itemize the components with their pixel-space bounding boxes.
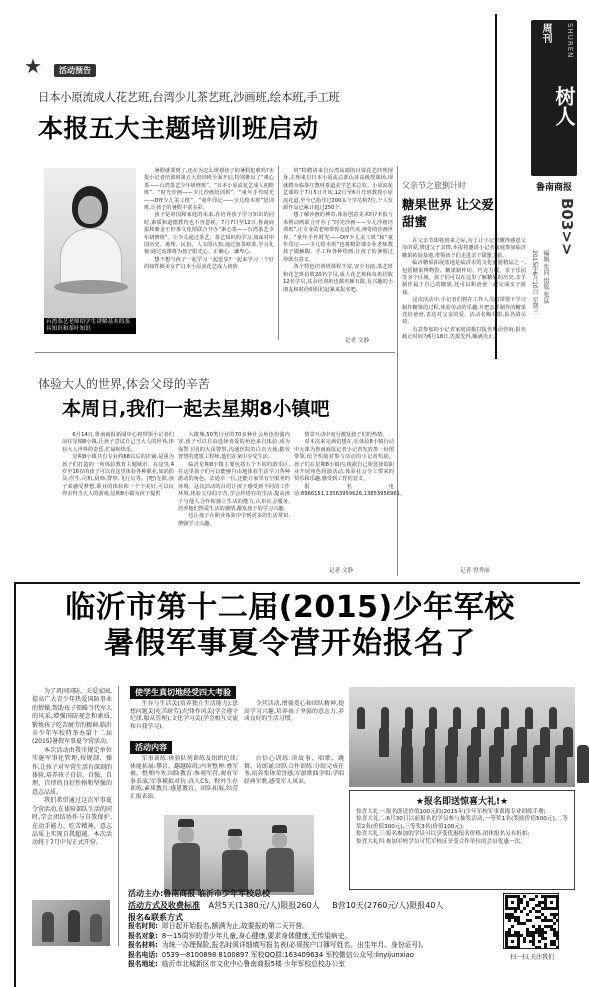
soldier-figure <box>533 745 545 783</box>
ad-intro <box>32 688 112 888</box>
article3-body <box>402 238 526 568</box>
qr-caption: 扫一扫,关注我们 <box>510 954 554 961</box>
ad-reg-title: 报名&联系方式 <box>128 913 183 922</box>
ad-section1-title <box>130 686 236 699</box>
ad-gift-box <box>349 790 575 890</box>
article1-paragraph: 各个特色培训班课程丰富,安全有助,茶艺班和花艺班招收20名学员,成人花艺班和每班招收12名学员,其余培训班也都名额有限,有兴趣的小朋友和时尚姐妈们赶紧来报名吧。 <box>283 264 393 293</box>
article1-photo <box>44 168 136 318</box>
article2-kicker: 体验大人的世界,体会父母的辛苦 <box>38 377 210 391</box>
article1-col2 <box>283 168 393 333</box>
article1-paragraph: 想不想与孩子一起学习一起进步?一起来学习一个好的知性换美女?”日本小原流花艺成人初阶 <box>144 256 274 271</box>
article2-paragraph: 情景互动中充分激发孩子们的热情。 <box>304 432 388 438</box>
article1-paragraph: 孩子是祖国和家庭的未来,在培养孩子学习知识的同时,素质和道德教育也不容忽视。7月7日至12日,鲁南商报和紫金王轩茶文化馆联合开办“素心茶——台湾茶艺少年研修班”。让少儿通过茶艺、茶艺知识的学习,加深对中国历史、地理、民俗、人文的认知,通过泡茶欧茶,学习礼貌;通过该课将为孩子阳光心、正确心、谦卑心。 <box>144 212 274 256</box>
column-rule <box>397 166 398 576</box>
soldier-figure <box>525 707 533 729</box>
article2-headline: 本周日,我们一起去星期8小镇吧 <box>62 398 330 420</box>
page-arrows: >> <box>558 230 576 256</box>
page-number-text: B03 <box>558 198 576 231</box>
soldier-figure <box>379 727 389 757</box>
ad-section2-title-text: 活动内容 <box>135 743 167 752</box>
article3-headline-text: 糖果世界 让父爱甜蜜 <box>402 197 494 229</box>
article1-caption <box>44 318 136 334</box>
soldier-figure <box>477 707 485 729</box>
section-title: 树人 <box>552 86 576 126</box>
star-icon: ★ <box>24 54 42 78</box>
ad-gift-item: 惊喜大礼一:报名即送价值100元的(2015年)少年军校军事训练专业训练手册; <box>356 809 546 815</box>
soldier-figure <box>405 707 413 729</box>
ad-photo-parade <box>349 687 575 787</box>
date-line: 2015年6月10日 星期三 <box>531 250 538 315</box>
article2-col1 <box>62 432 174 572</box>
ad-reg-key: 报名材料: <box>128 941 158 949</box>
ad-reg-value: 8—15周岁的青少年儿童,身心健康,要求身体健康,无传染病史。 <box>161 931 352 940</box>
ad-headline-1: 临沂市第十二届(2015)少年军校 <box>65 590 515 625</box>
column-rule <box>118 686 119 946</box>
soldier-figure <box>549 707 557 729</box>
ad-pricing-label: 活动方式及收费标准 <box>128 901 200 910</box>
article2-col3 <box>294 432 406 552</box>
ad-section1-text: 令营活动,增强爱心和团队精神,提高学习兴趣,培养孩子坚强的意志力,养成良好的生活习惯。 <box>244 701 344 723</box>
ad-gift-item: 惊喜大礼三:报名参加的学员可以享受优惠报名价格,团体报名另有折扣; <box>356 831 530 838</box>
article3-column <box>402 180 466 191</box>
ad-intro-paragraph: 我们希望通过这次军事夏令营活动,在体验部队生活的同时,学会团结协作与自我保护,在动手能力、吃苦精神、意志品质上实现自我超越。本次活动将于7月中旬正式开营。 <box>32 797 112 847</box>
section-rule <box>35 352 395 353</box>
article1-paragraph: 想了解沙画的神奇,体验创意美术吗?本报与米格动画联合开办了“时光沙画——少儿沙画培训班”,让专业的老师带你走进代美,神奇的沙画世界。“童年手作时光——DIY少儿美工班”和“童年印记——少儿绘本班”也将精彩课专业老师教孩子做触陶、手工和各种绘画,让孩子的暑假过得既有意义。 <box>283 212 393 263</box>
ad-reg-key: 报名地址: <box>128 960 158 968</box>
soldier-figure <box>501 707 509 729</box>
ad-gift-title-text: 报名即送惊喜大礼! <box>423 797 501 807</box>
article2-paragraph: 6月14日,鲁南商报新闻中心将带领小记者们前往星期8小镇,让孩子尝试自己当大人的世界,体验大人世界的奇乐,忙碌和快乐。 <box>62 432 174 453</box>
ad-section1-text: 生存与生活关(培养独立生活能力);思想问题关(吃苦耐劳);纪律作风关(学会遵守纪律,服从管理);文化学习关(学会相互交流和自我学习)。 <box>130 701 238 730</box>
ad-section1-col1 <box>130 701 238 735</box>
article1-caption-text: 台湾茶艺老师给学生讲解基本的茶具知识和茶叶知识 <box>46 319 130 332</box>
soldier-figure <box>555 745 567 783</box>
article3-paragraph: 有意参加的小记者家庭请拨打报名电话咨询,报名截止时间为6月18日,先报先得,额满为止。 <box>402 326 526 341</box>
ad-reg-value: 即日起开始报名,额满为止,故要报的第二天开营。 <box>161 922 309 930</box>
topic-tag-label: 活动预告 <box>54 64 96 77</box>
ad-section2-col2 <box>244 756 344 814</box>
article3-paragraph: 这次活动中,小记者们将在工作人员的带领下学习制作糖果的过程,体验劳动的乐趣,并把亲手制作的糖果送给爸爸,表达对父亲的爱。活动名额有限,报名请尽快。 <box>402 297 526 326</box>
ad-section2-text: 军事训练:体验队列训练及组织纪律;体能拓展:攀岩、翻越障碍;内务整理:叠军被、整理内务;国防教育:参观军营,观看军事表演;军事模拟对抗:真人CS、野外生存训练;素质教育:感恩教育、团队拓展,结营汇报表演。 <box>130 756 238 800</box>
article2-paragraph: 临沂星期8小镇主要包括五个不同的游乐区,在这里孩子们可以能够自由地体验生活学习各种游动的角色。去通卓一位,还能让家里有空服务的环境。这次活动的目的让孩子感受到不同的工作环境,体验父母的辛苦,学会珍惜在的生活,提高孩子与他人合作和独立生活的能力,认识社会服务,培养他们热爱生活的感情,激发孩子的学习兴趣。 <box>178 461 290 513</box>
ad-price-b: B营10天(2760元/人)限报40人 <box>332 901 444 910</box>
ad-reg-key: 报名对象: <box>128 931 158 940</box>
article3-paragraph: 在父亲节即将到来之际,为了让小记者懂得感恩父母的爱,增进父子亲情,本报将邀请小记者家庭参加临沂糖果拓展基地,带领孩子们走进亲子甜蜜之旅。 <box>402 238 526 259</box>
ad-reg-value: 临沂市北城新区市文化中心鲁南商报5楼 少年军校总校办公室 <box>161 960 346 968</box>
article3-headline <box>402 196 496 230</box>
article2-paragraph: 大微城,50类行业的70多种社会角色扮演内容,孩子可以自由选择喜爱的角色来自体验,成为保警卫国的大凤警察,沟通医院的白衣天使,勤劳智慧的建筑工程师,他们在家中享受生活。 <box>178 432 290 461</box>
ad-reg-key: 报名电话: <box>128 950 158 959</box>
article3-paragraph: 临沂糖果拓展基地是临沂市的文化旅游精品之一,包括糖果博物馆、糖果制作坊、巧克力城、亲子乐园等多个区域。孩子们可以在这里了解糖果的历史,亲手制作属于自己的糖果,还可以和爸爸一起完成亲子游戏。 <box>402 260 526 296</box>
article2-paragraph: 也让孩子在职业体验中学到更多的生活常识,增强学习兴趣。 <box>178 513 290 527</box>
ad-pricing <box>128 900 443 911</box>
article1-credit: 记者 文静 <box>345 338 370 344</box>
topic-tag <box>24 54 104 78</box>
ad-section2-col1 <box>130 756 238 814</box>
ad-gift-item: 惊喜大礼四:参加军校学员可凭军校证享受合作单位的会员优惠一次。 <box>356 838 526 845</box>
article1-kicker: 日本小原流成人花艺班,台湾少儿茶艺班,沙画班,绘本班,手工班 <box>38 90 340 104</box>
ad-section2-text: 自信心训练:讲故事、唱歌、跳舞、诗朗诵;团队合作训练:分组完成任务,培养集体荣誉感;军旅歌曲学唱:学唱经典军歌,感受军人风采。 <box>244 756 344 785</box>
column-rule <box>278 166 279 340</box>
ad-headline-2: 暑假军事夏令营开始报名了 <box>104 626 476 661</box>
editor-line: 编辑 张同 组版 张猛 <box>542 250 549 304</box>
article2-paragraph: 报名电话:8966151,13563959626,13853956961。 <box>294 483 406 498</box>
ad-price-a: A营5天(1380元/人)限报260人 <box>208 901 320 910</box>
article1-headline: 本报五大主题培训班启动 <box>38 114 319 143</box>
ad-reg-list <box>128 922 500 970</box>
soldier-figure <box>489 745 501 783</box>
article3-column-text: 父亲节之旅倒计时 <box>402 181 466 190</box>
paper-name: 鲁南商报 <box>535 183 572 193</box>
article3-credit: 记者 曾秀丽 <box>460 568 490 574</box>
ad-section2-title <box>130 741 172 754</box>
article1-paragraph: 暑假就要到了,还在为怎么规划孩子的暑假犯难吗?本报小记者培训班第五大培训班全面开启,特别推出了“素心茶——台湾茶艺少年研修班”、“日本小原流花艺成人初阶班”、“时光沙画——少儿沙画培训班”、“童年手作时光——DIY少儿美工班”、“童年印记——少儿绘本班”培训班,让孩子的暑假丰富多彩。 <box>144 168 274 212</box>
soldier-figure <box>511 745 523 783</box>
soldier-figure <box>423 745 435 783</box>
ad-gift-item: 惊喜大礼二:6月30日以前报名的学员参与抽奖活动,一等奖1名(奖励价值500元),二等奖2名(价值300元),三等奖3名(价值100元); <box>356 816 568 830</box>
ad-intro-paragraph: 本次活动由我市规定单位实施军事化管理,按规制、操作,让孩子对军营生活有深刻的体验,培养孩子自信、自强、自理、自律的良好性格和坚强的意志品质。 <box>32 746 112 796</box>
soldier-figure <box>467 745 479 783</box>
soldier-figure <box>357 707 365 729</box>
soldier-figure <box>429 707 437 729</box>
ad-intro-paragraph: 为了巩固国防、关爱家园,提高广大青少年热爱国防事业的情操,帮助孩子领略当代军人的风采,增强国防观念和素质,锻炼孩子吃苦耐劳的精神,临沂市少年军校特举办第十二届(2015)暑假军事夏令营活动。 <box>32 688 112 746</box>
section-pinyin: SHUREN <box>566 23 574 59</box>
ad-reg-value: 为统一办理保险,报名时须详细填写报名表(必须按户口簿写姓名、出生年月、身份证号)。 <box>161 941 428 949</box>
section-weekly: 周刊 <box>540 23 551 43</box>
qr-code <box>503 893 559 949</box>
ad-photo-small <box>32 900 110 946</box>
ad-photo-kids <box>164 815 314 895</box>
article2-col2 <box>178 432 290 572</box>
article2-credit: 记者 文静 <box>329 568 354 574</box>
article2-paragraph: 星期8小镇共有专业约68以后的店铺,是重为孩子们打造的一所体验教育主题城市。在这里,4岁至16岁的孩子可以在这里体验各种职业,如消防员,医生,司机,厨师,警察,飞行员等。(吧)无限,孩子来感受梦想,职业的体验和一个个美好,可以玩得舍得当大人的游戏,星期8小镇为孩子提供 <box>62 454 175 498</box>
article1-paragraph: 班”特聘请来自台湾高端的日资花艺经理现身,主理来自日本小原流总部认证高级授课场,现就聘为临茶庄教材茶道美学艺术总监。小原流花艺课程于7月5日开始,12月至6月开班教授小原流花道,至今已指导过200多个学员和7位,个人发源作品已累计超过250个。 <box>283 168 393 212</box>
page-number <box>550 198 576 255</box>
soldier-figure <box>577 745 589 783</box>
soldier-figure <box>453 707 461 729</box>
article1-col1 <box>144 168 274 340</box>
ad-reg-value: 0539—8100898 8100897 军校QQ群:163409634 军校微信公众号:linyijunxiao <box>161 950 414 959</box>
ad-gift-title: ★报名即送惊喜大礼!★ <box>415 797 509 807</box>
soldier-figure <box>381 707 389 729</box>
ad-reg-key: 报名时间: <box>128 922 158 930</box>
soldier-figure <box>445 745 457 783</box>
ad-section1-title-text: 使学生真切地经受四大考验 <box>135 688 231 697</box>
article2-paragraph: 对本次来完满们想在,在体验8小镇行动中大课为鲁南商报记者小记者发放参一份图带领,给予奖励对参与活动的小记者奖励。孩子们在星期8小镇内,根据自己所选择的职业开展角色扮演活动,体验社会分工带来的快乐和乐趣,感受到工作的意义。 <box>294 439 394 483</box>
soldier-figure <box>401 745 413 783</box>
ad-section1-col2 <box>244 701 344 735</box>
ad-sponsor: 活动主办:鲁南商报 临沂市少年军校总校 <box>128 889 270 898</box>
